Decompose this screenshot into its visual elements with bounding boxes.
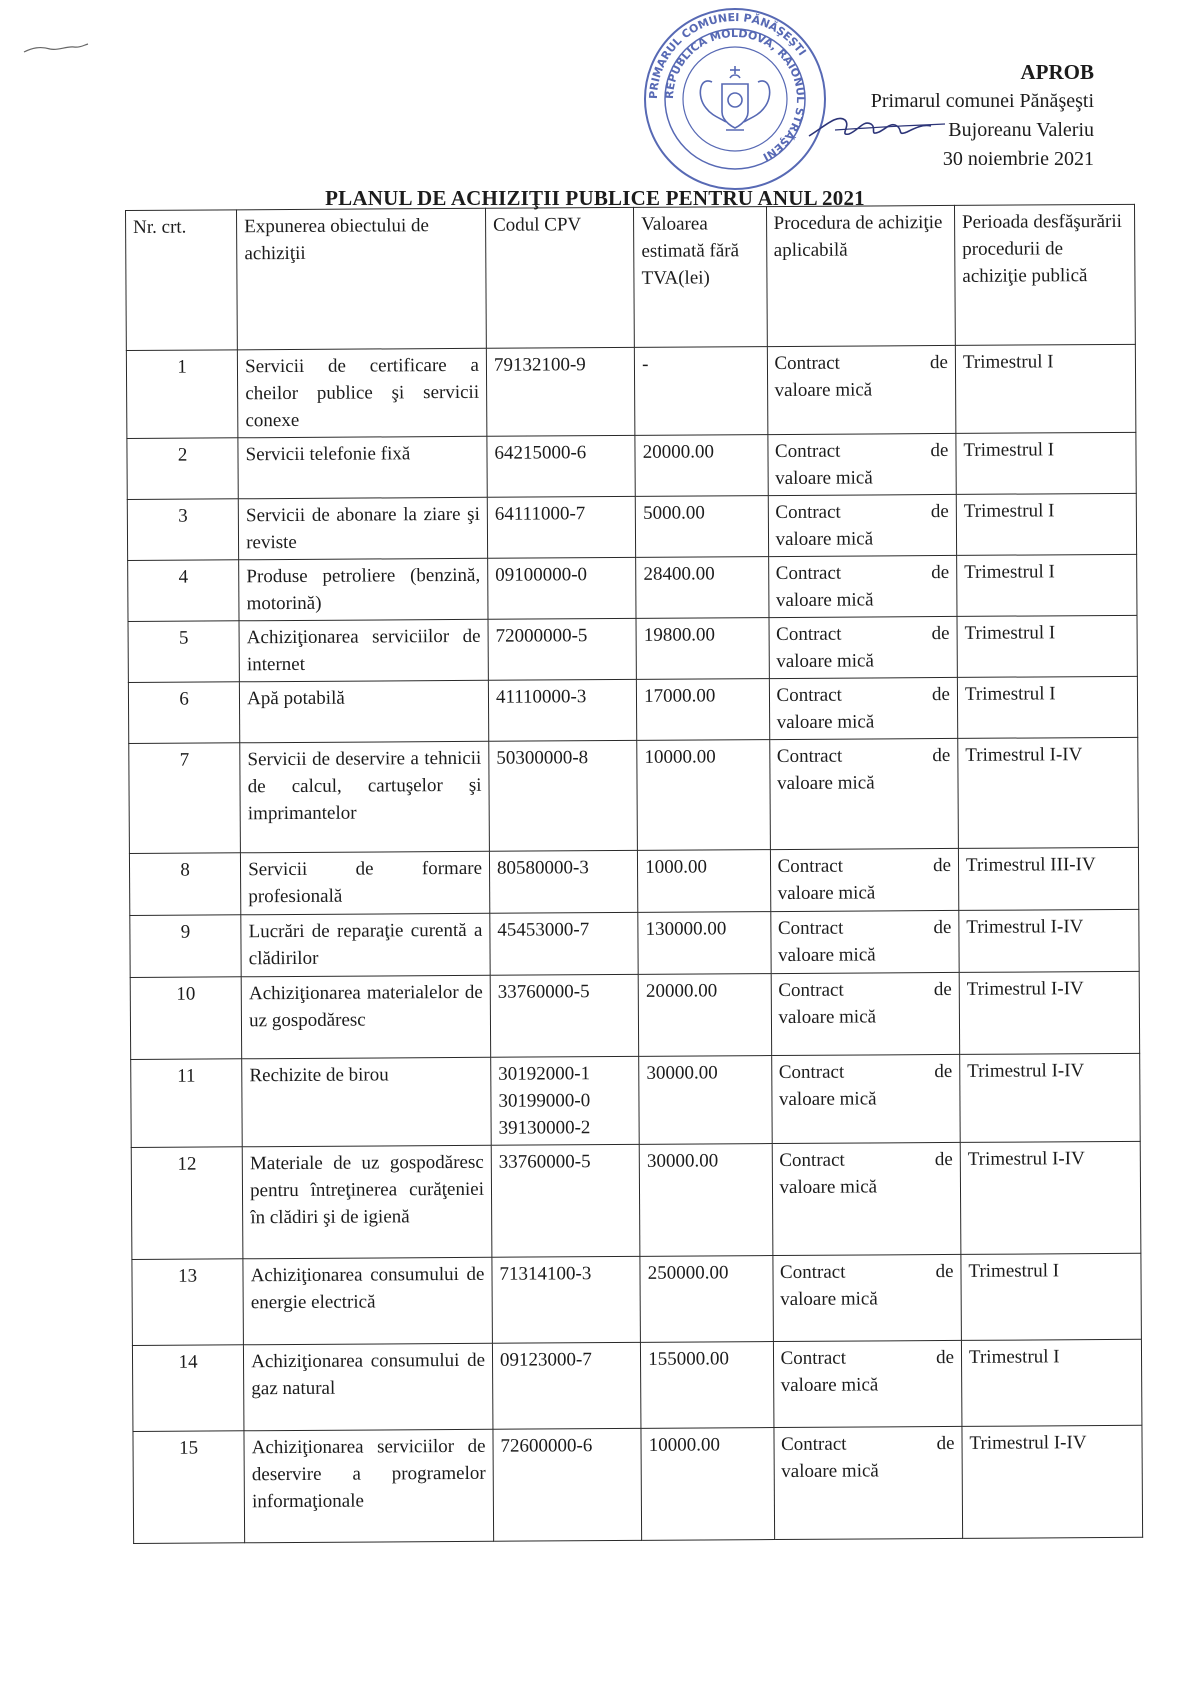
procedure-type: valoare mică (779, 1176, 878, 1199)
table-row (127, 432, 1136, 499)
stamp-outer-text: PRIMARUL COMUNEI PĂNĂŞEŞTI (646, 10, 809, 100)
row-number: 1 (126, 350, 238, 439)
procedure-word: de (931, 683, 951, 706)
row-value: 20000.00 (635, 435, 768, 497)
procedure-word: Contract (779, 1261, 846, 1284)
row-object: Servicii telefonie fixă (238, 436, 487, 499)
row-object: Rechizite de birou (242, 1057, 491, 1147)
cpv-code: 71314100-3 (499, 1263, 592, 1285)
table-row (131, 1141, 1141, 1259)
procedure-line (780, 1258, 954, 1286)
procedure-word: de (930, 439, 949, 462)
header-value: Valoarea estimată fără TVA(lei) (634, 207, 767, 348)
procedure-word: Contract (777, 855, 844, 878)
row-object: Achiziţionarea serviciilor de deservire a programelor informaţionale (244, 1429, 493, 1543)
row-number: 2 (127, 438, 239, 500)
procurement-table (125, 204, 1143, 1544)
procedure-type: valoare mică (776, 772, 875, 795)
procedure-word: Contract (775, 501, 841, 524)
row-number: 7 (129, 743, 241, 854)
row-object: Servicii de formare profesională (241, 851, 490, 915)
procedure-word: de (936, 1432, 955, 1455)
row-object: Achiziţionarea consumului de gaz natural (244, 1343, 493, 1431)
table-header-row (126, 204, 1136, 350)
row-procedure (767, 433, 956, 495)
row-period: Trimestrul I (957, 615, 1137, 677)
row-period: Trimestrul I-IV (960, 1141, 1141, 1254)
cpv-code: 09123000-7 (499, 1349, 592, 1371)
procedure-word: Contract (776, 684, 842, 707)
row-value: 10000.00 (641, 1428, 774, 1541)
row-cpv (490, 974, 639, 1057)
cpv-code: 72000000-5 (495, 625, 588, 647)
approval-role: Primarul comunei Pănăşeşti (870, 90, 1094, 112)
procedure-word: de (932, 744, 951, 767)
row-period: Trimestrul I (961, 1253, 1142, 1340)
row-cpv (491, 1144, 640, 1257)
procedure-type: valoare mică (774, 379, 873, 402)
pen-mark (22, 40, 92, 58)
approval-block (871, 58, 1094, 174)
procedure-type: valoare mică (776, 650, 874, 673)
table-row (126, 344, 1136, 438)
table-row (133, 1425, 1143, 1543)
procedure-word: de (933, 978, 952, 1001)
cpv-code: 30199000-0 (498, 1090, 591, 1112)
cpv-code: 79132100-9 (493, 354, 586, 376)
row-value: 30000.00 (639, 1056, 772, 1145)
procedure-type: valoare mică (780, 1374, 879, 1397)
procedure-word: Contract (774, 440, 841, 463)
row-procedure (769, 616, 958, 678)
cpv-code: 33760000-5 (497, 981, 590, 1003)
stamp-inner-text: REPUBLICA MOLDOVA, RAIONUL STRĂŞENI (662, 26, 808, 164)
cpv-code: 64215000-6 (494, 442, 587, 464)
official-stamp-icon (640, 4, 830, 194)
procedure-word: de (934, 1060, 953, 1083)
row-period: Trimestrul I-IV (962, 1425, 1143, 1538)
procedure-line (777, 852, 951, 880)
procedure-type: valoare mică (775, 589, 874, 612)
table-row (130, 909, 1139, 977)
row-object: Achiziţionarea serviciilor de internet (239, 619, 488, 682)
row-procedure (773, 1340, 962, 1427)
procedure-type: valoare mică (780, 1288, 878, 1311)
row-period: Trimestrul III-IV (958, 847, 1138, 910)
row-value: 19800.00 (636, 618, 769, 680)
table-body (126, 344, 1142, 1543)
procedure-word: Contract (776, 623, 842, 646)
procedure-type: valoare mică (776, 711, 875, 734)
row-cpv (492, 1256, 641, 1343)
row-procedure (771, 972, 960, 1055)
procedure-word: Contract (779, 1149, 845, 1172)
row-procedure (772, 1254, 961, 1341)
row-procedure (769, 677, 958, 739)
row-cpv (489, 740, 638, 851)
row-number: 6 (128, 682, 240, 744)
approval-title: APROB (1020, 60, 1094, 84)
approval-name: Bujoreanu Valeriu (948, 119, 1094, 141)
procedure-line (776, 620, 950, 648)
procedure-word: de (931, 561, 950, 584)
row-cpv (488, 679, 637, 741)
procedure-type: valoare mică (778, 1088, 877, 1111)
row-value: 20000.00 (638, 974, 771, 1057)
row-procedure (770, 910, 959, 973)
header-procedure: Procedura de achiziţie aplicabilă (766, 205, 955, 346)
procedure-type: valoare mică (778, 944, 876, 967)
row-number: 10 (130, 977, 242, 1060)
header-nr: Nr. crt. (126, 210, 238, 351)
row-cpv (488, 557, 637, 619)
row-period: Trimestrul I-IV (960, 1053, 1141, 1142)
row-object: Servicii de abonare la ziare şi reviste (238, 497, 487, 560)
row-cpv (489, 850, 638, 913)
cpv-code: 50300000-8 (496, 747, 589, 769)
row-number: 5 (128, 621, 240, 683)
row-period: Trimestrul I (961, 1339, 1142, 1426)
procedure-word: de (934, 1148, 953, 1171)
procedure-word: Contract (776, 745, 843, 768)
procedure-type: valoare mică (778, 1006, 877, 1029)
procedure-word: de (930, 500, 949, 523)
cpv-code: 80580000-3 (496, 857, 589, 879)
row-value: 5000.00 (635, 496, 768, 558)
procedure-word: de (931, 622, 950, 645)
procedure-word: de (935, 1346, 955, 1369)
row-period: Trimestrul I (957, 676, 1137, 738)
procedure-word: Contract (775, 562, 842, 585)
table-row (132, 1253, 1142, 1345)
procedure-word: Contract (777, 917, 844, 940)
procedure-line (779, 1058, 953, 1086)
row-period: Trimestrul I (956, 493, 1136, 555)
row-procedure (769, 738, 958, 849)
table-row (128, 676, 1137, 743)
table-row (128, 615, 1137, 682)
procedure-word: Contract (778, 1061, 845, 1084)
row-cpv (493, 1428, 642, 1541)
procedure-type: valoare mică (781, 1460, 879, 1483)
row-object: Produse petroliere (benzină, motorină) (239, 558, 488, 621)
procedure-line (776, 681, 950, 709)
procedure-word: de (933, 916, 952, 939)
procedure-line (779, 1146, 953, 1174)
procedure-line (780, 1344, 954, 1372)
procedure-type: valoare mică (777, 882, 876, 905)
row-value: 28400.00 (636, 557, 769, 619)
header-period: Perioada desfăşurării procedurii de achiziţie publică (954, 204, 1135, 345)
procedure-line (778, 914, 952, 942)
cpv-code: 72600000-6 (500, 1435, 593, 1457)
row-cpv (490, 912, 639, 975)
row-number: 14 (132, 1345, 244, 1432)
procedure-word: de (935, 1260, 954, 1283)
cpv-code: 33760000-5 (498, 1151, 591, 1173)
cpv-code: 39130000-2 (498, 1117, 591, 1139)
procedure-line (774, 349, 948, 377)
procedure-word: Contract (778, 979, 844, 1002)
procedure-line (781, 1430, 955, 1458)
cpv-code: 64111000-7 (494, 503, 586, 525)
row-object: Servicii de certificare a cheilor publice şi servicii conexe (238, 348, 487, 438)
row-value: - (635, 347, 768, 436)
row-cpv (487, 496, 636, 558)
row-period: Trimestrul I-IV (959, 971, 1140, 1054)
row-number: 15 (133, 1431, 245, 1544)
table-row (128, 554, 1137, 621)
procedure-word: de (929, 351, 948, 374)
table-row (132, 1339, 1142, 1431)
table-row (131, 1053, 1141, 1147)
table-row (130, 971, 1139, 1059)
row-procedure (767, 345, 956, 434)
row-procedure (770, 848, 959, 911)
row-value: 250000.00 (640, 1256, 773, 1343)
table-row (129, 737, 1139, 853)
row-procedure (771, 1054, 960, 1143)
table-row (129, 847, 1138, 915)
cpv-code: 09100000-0 (495, 564, 588, 586)
row-procedure (773, 1426, 962, 1539)
procedure-line (775, 498, 949, 526)
procedure-line (777, 742, 951, 770)
cpv-code: 30192000-1 (498, 1063, 591, 1085)
row-number: 11 (131, 1059, 243, 1148)
row-number: 9 (130, 915, 242, 978)
table-row (127, 493, 1136, 560)
row-value: 10000.00 (637, 740, 770, 851)
row-number: 4 (128, 560, 240, 622)
row-value: 1000.00 (638, 850, 771, 913)
row-cpv (491, 1056, 640, 1145)
row-period: Trimestrul I-IV (958, 737, 1139, 848)
row-cpv (486, 347, 635, 436)
row-value: 155000.00 (641, 1342, 774, 1429)
header-cpv: Codul CPV (485, 207, 634, 348)
procedure-line (775, 437, 949, 465)
row-procedure (772, 1142, 961, 1255)
procedure-word: Contract (780, 1347, 847, 1370)
row-period: Trimestrul I-IV (959, 909, 1139, 972)
row-cpv (487, 435, 636, 497)
procedure-type: valoare mică (775, 528, 874, 551)
row-object: Materiale de uz gospodăresc pentru întreţinerea curăţeniei în clădiri şi de igienă (242, 1145, 491, 1259)
procedure-word: Contract (781, 1433, 847, 1456)
row-object: Apă potabilă (240, 680, 489, 743)
row-number: 3 (127, 499, 239, 561)
cpv-code: 45453000-7 (497, 919, 590, 941)
row-value: 17000.00 (637, 679, 770, 741)
cpv-code: 41110000-3 (495, 686, 587, 708)
procedure-line (776, 559, 950, 587)
procedure-type: valoare mică (775, 467, 873, 490)
row-value: 130000.00 (638, 912, 771, 975)
header-object: Expunerea obiectului de achiziţii (237, 208, 487, 350)
procedure-word: de (932, 854, 952, 877)
procedure-line (778, 976, 952, 1004)
row-object: Achiziţionarea materialelor de uz gospodăresc (241, 975, 490, 1059)
document-title: PLANUL DE ACHIZIŢII PUBLICE PENTRU ANUL 2021 (325, 186, 865, 210)
procedure-word: Contract (774, 352, 840, 375)
row-procedure (768, 555, 957, 617)
row-period: Trimestrul I (956, 432, 1136, 494)
row-object: Lucrări de reparaţie curentă a clădirilor (241, 913, 490, 977)
row-number: 13 (132, 1259, 244, 1346)
row-number: 8 (129, 853, 241, 916)
row-procedure (768, 494, 957, 556)
row-period: Trimestrul I (957, 554, 1137, 616)
row-period: Trimestrul I (955, 344, 1136, 433)
row-object: Servicii de deservire a tehnicii de calcul, cartuşelor şi imprimantelor (240, 741, 489, 853)
row-object: Achiziţionarea consumului de energie electrică (243, 1257, 492, 1345)
row-number: 12 (131, 1147, 243, 1260)
approval-date: 30 noiembrie 2021 (942, 148, 1094, 170)
row-cpv (492, 1342, 641, 1429)
row-cpv (488, 618, 637, 680)
row-value: 30000.00 (639, 1144, 772, 1257)
